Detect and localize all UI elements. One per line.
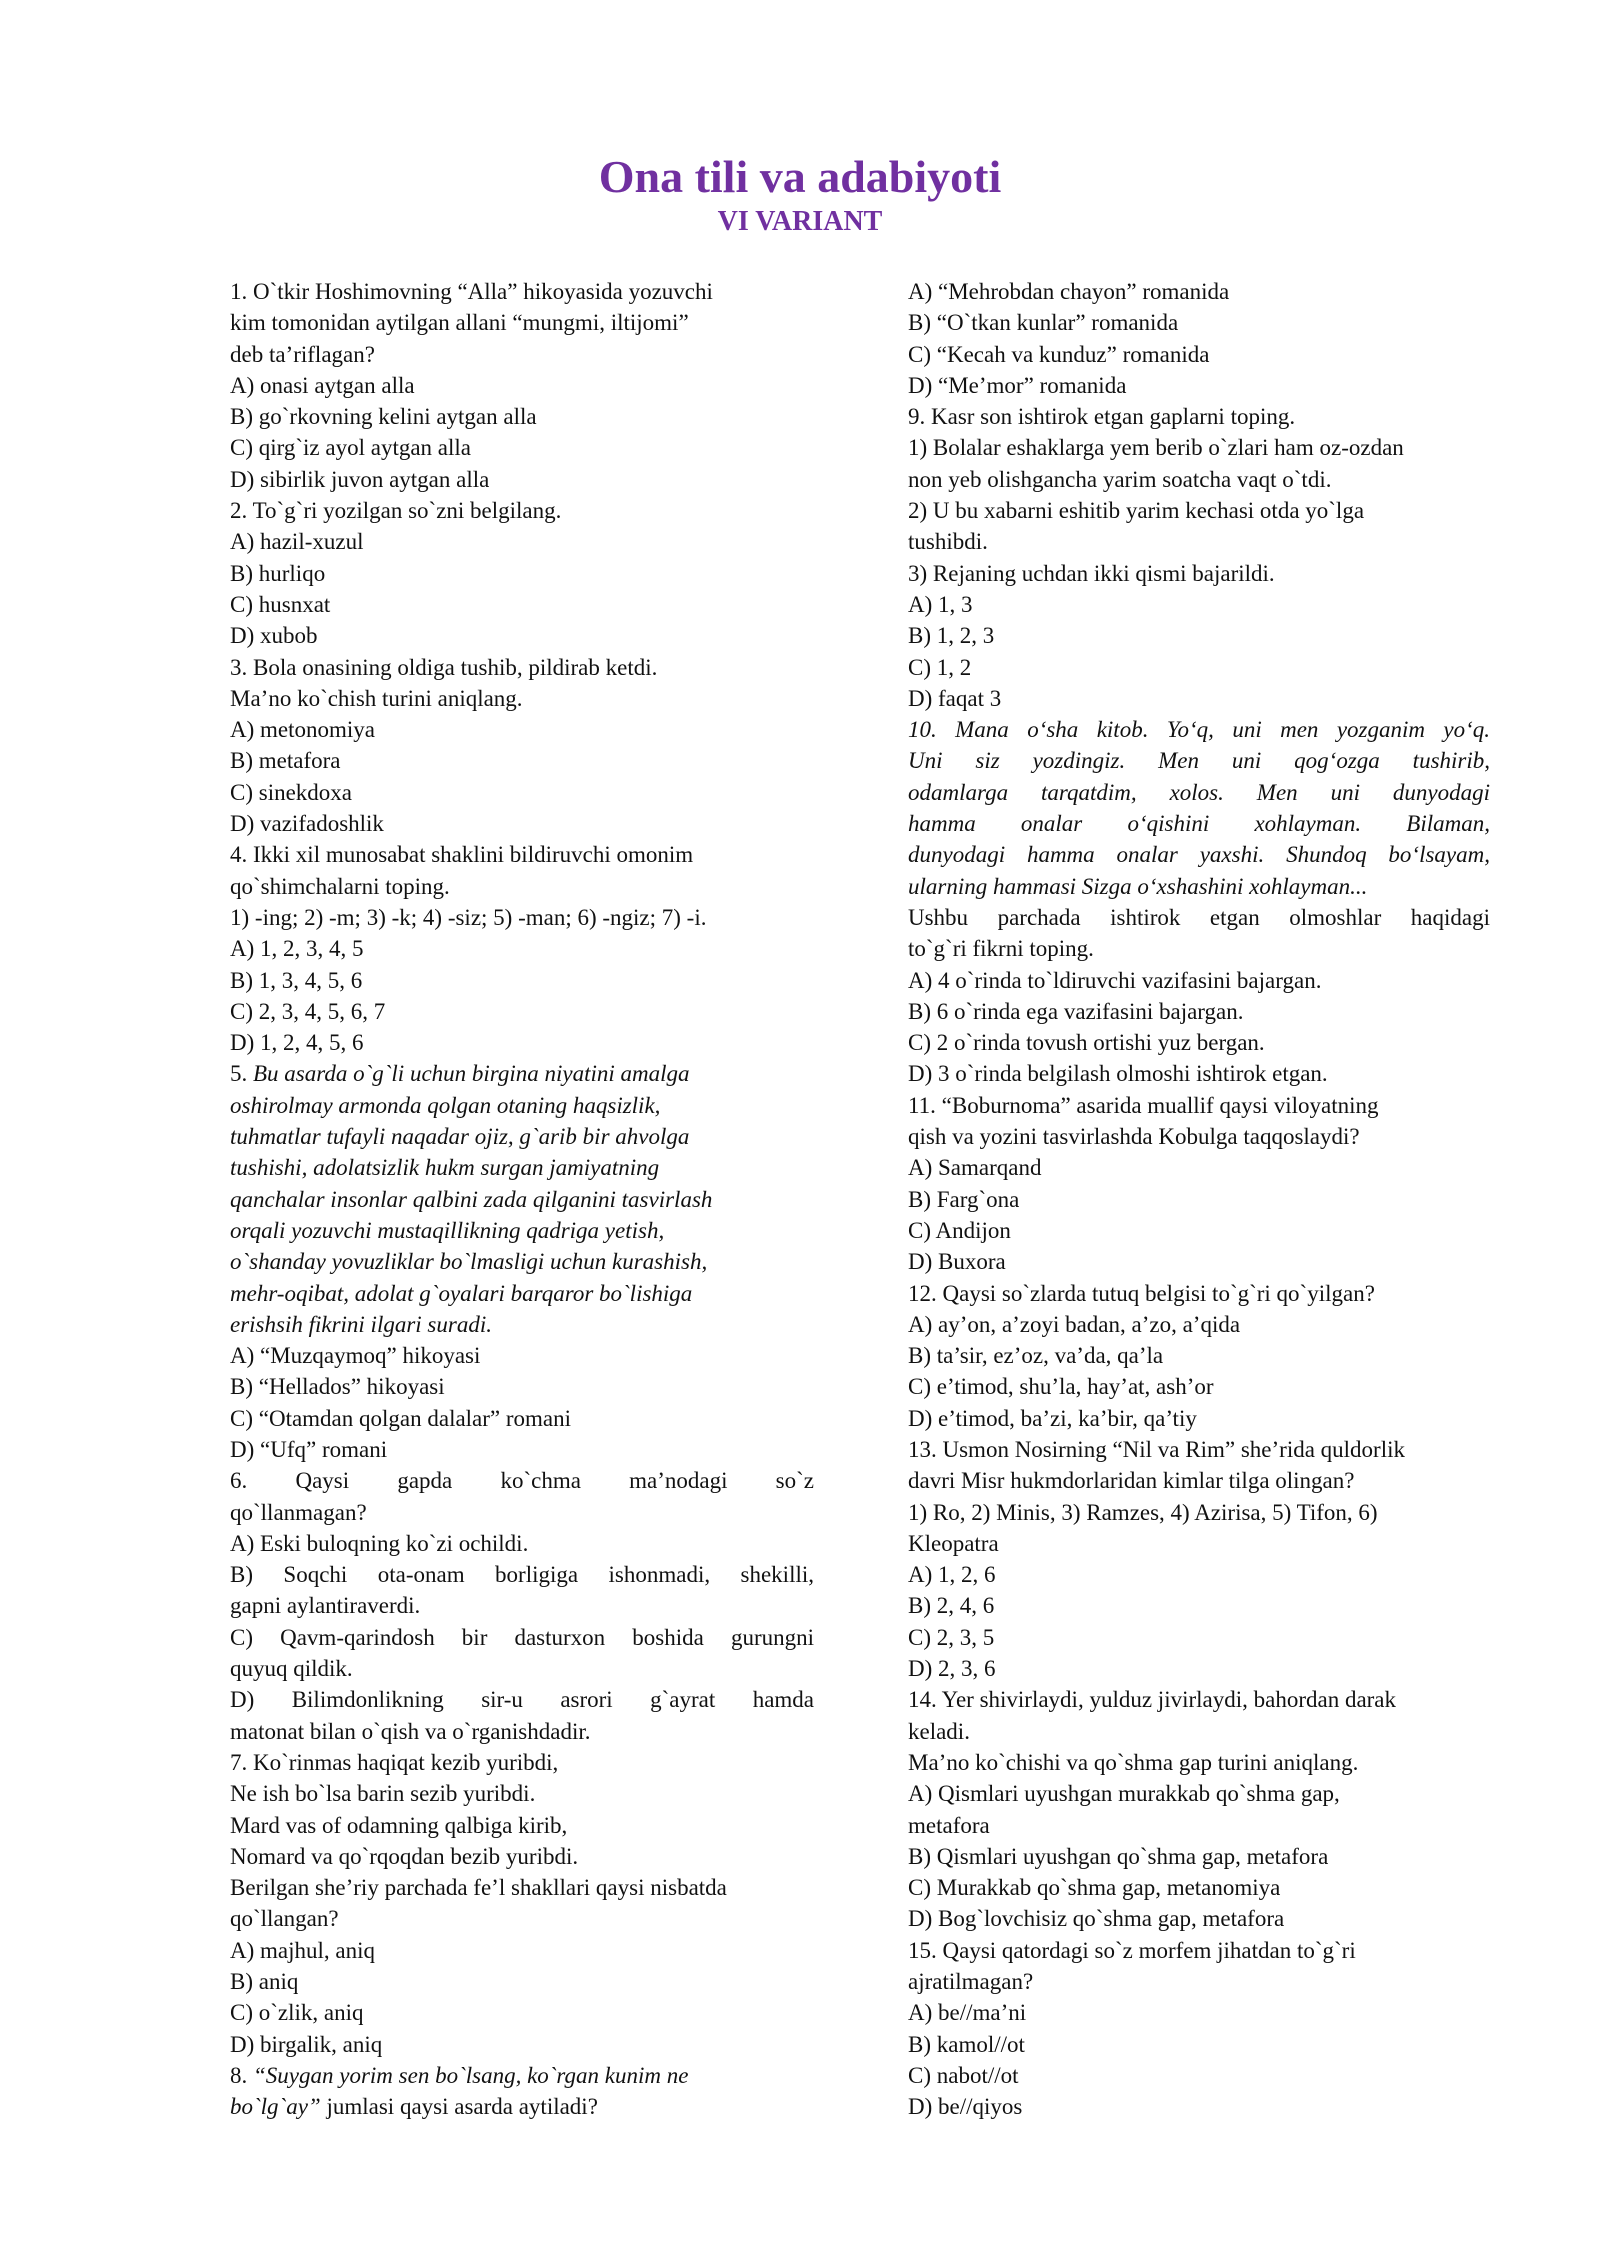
line-text: A) Samarqand: [908, 1155, 1042, 1181]
text-line: [230, 1465, 814, 1496]
text-line: [230, 1371, 814, 1402]
line-text: C) o`zlik, aniq: [230, 2000, 364, 2026]
line-text: D) faqat 3: [908, 685, 1002, 711]
text-line: [230, 1215, 814, 1246]
text-line: [908, 1935, 1490, 1966]
text-line: [908, 1841, 1490, 1872]
line-text: Mard vas of odamning qalbiga kirib,: [230, 1812, 568, 1838]
text-line: [908, 276, 1490, 307]
text-line: [908, 1121, 1490, 1152]
line-text: D) be//qiyos: [908, 2094, 1023, 2120]
line-text: D) vazifadoshlik: [230, 811, 384, 837]
line-italic-text: Bu asarda o`g`li uchun birgina niyatini amalga: [253, 1061, 690, 1087]
line-text: 1) -ing; 2) -m; 3) -k; 4) -siz; 5) -man; 6) -ngiz; 7) -i.: [230, 904, 707, 930]
text-line: [908, 1465, 1490, 1496]
line-text: 11. “Boburnoma” asarida muallif qaysi viloyatning: [908, 1092, 1379, 1118]
text-line: [230, 1559, 814, 1590]
text-line: [230, 1090, 814, 1121]
text-line: [230, 808, 814, 839]
text-line: [908, 1246, 1490, 1277]
text-line: [908, 558, 1490, 589]
line-text: davri Misr hukmdorlaridan kimlar tilga olingan?: [908, 1468, 1355, 1494]
line-text: 13. Usmon Nosirning “Nil va Rim” she’rida quldorlik: [908, 1436, 1405, 1462]
text-line: [230, 339, 814, 370]
text-line: [230, 1497, 814, 1528]
line-text: C) “Kecah va kunduz” romanida: [908, 341, 1210, 367]
text-line: [908, 1716, 1490, 1747]
line-text: Berilgan she’riy parchada fe’l shakllari qaysi nisbatda: [230, 1875, 727, 1901]
text-line: [230, 1027, 814, 1058]
line-text: A) “Mehrobdan chayon” romanida: [908, 279, 1230, 304]
line-text: orqali yozuvchi mustaqillikning qadriga yetish,: [230, 1217, 665, 1243]
line-text: B) aniq: [230, 1969, 299, 1995]
page-title: Ona tili va adabiyoti: [598, 151, 1002, 202]
line-text: B) Soqchi ota-onam borligiga ishonmadi, shekilli,: [230, 1562, 814, 1588]
line-text: matonat bilan o`qish va o`rganishdadir.: [230, 1718, 591, 1744]
text-line: [230, 965, 814, 996]
line-text: C) 2, 3, 5: [908, 1624, 995, 1650]
text-line: [230, 2091, 814, 2122]
line-text: A) onasi aytgan alla: [230, 372, 415, 398]
text-line: [230, 1684, 814, 1715]
line-text: qo`shimchalarni toping.: [230, 873, 450, 899]
line-text: D) Buxora: [908, 1249, 1006, 1275]
line-text: 6. Qaysi gapda ko`chma ma’nodagi so`z: [230, 1468, 814, 1494]
text-line: [908, 902, 1490, 933]
text-line: [908, 401, 1490, 432]
line-text: 12. Qaysi so`zlarda tutuq belgisi to`g`ri qo`yilgan?: [908, 1280, 1375, 1306]
line-text: tuhmatlar tufayli naqadar ojiz, g`arib bir ahvolga: [230, 1124, 690, 1150]
line-text: 4. Ikki xil munosabat shaklini bildiruvchi omonim: [230, 842, 694, 868]
line-text: non yeb olishgancha yarim soatcha vaqt o`tdi.: [908, 466, 1332, 492]
right-column: [908, 276, 1490, 2123]
text-line: [230, 432, 814, 463]
text-line: [908, 1027, 1490, 1058]
text-line: [230, 464, 814, 495]
text-line: [908, 1559, 1490, 1590]
text-line: [230, 2060, 814, 2091]
text-line: [908, 1497, 1490, 1528]
text-line: [908, 370, 1490, 401]
text-line: [230, 683, 814, 714]
line-text: qish va yozini tasvirlashda Kobulga taqqoslaydi?: [908, 1124, 1360, 1150]
line-text: C) qirg`iz ayol aytgan alla: [230, 435, 471, 461]
line-text: D) e’timod, ba’zi, ka’bir, qa’tiy: [908, 1405, 1197, 1431]
text-line: [908, 777, 1490, 808]
text-line: [908, 307, 1490, 338]
line-text: C) sinekdoxa: [230, 779, 353, 805]
text-line: [230, 1935, 814, 1966]
line-text: keladi.: [908, 1718, 970, 1744]
line-text: B) “Hellados” hikoyasi: [230, 1374, 445, 1400]
text-line: [230, 902, 814, 933]
line-italic-text: “Suygan yorim sen bo`lsang, ko`rgan kunim ne: [253, 2062, 689, 2088]
text-line: [230, 1997, 814, 2028]
text-line: [230, 1058, 814, 1089]
line-text: tushibdi.: [908, 529, 988, 555]
text-line: [230, 1278, 814, 1309]
line-text: C) husnxat: [230, 591, 331, 617]
text-line: [230, 1966, 814, 1997]
line-text: C) Andijon: [908, 1217, 1011, 1243]
line-text: B) Qismlari uyushgan qo`shma gap, metafora: [908, 1843, 1329, 1869]
line-text: 15. Qaysi qatordagi so`z morfem jihatdan to`g`ri: [908, 1937, 1356, 1963]
text-line: [908, 620, 1490, 651]
line-text: A) 4 o`rinda to`ldiruvchi vazifasini bajargan.: [908, 967, 1322, 993]
line-text: B) 1, 3, 4, 5, 6: [230, 967, 363, 993]
line-text: D) sibirlik juvon aytgan alla: [230, 466, 490, 492]
text-line: [230, 996, 814, 1027]
text-line: [230, 307, 814, 338]
text-line: [230, 1309, 814, 1340]
line-text: A) Eski buloqning ko`zi ochildi.: [230, 1530, 529, 1556]
text-line: [230, 558, 814, 589]
text-line: [230, 1121, 814, 1152]
text-line: [908, 1371, 1490, 1402]
line-text: A) 1, 2, 6: [908, 1562, 996, 1588]
text-line: [908, 1747, 1490, 1778]
text-line: [230, 1778, 814, 1809]
text-line: [230, 1340, 814, 1371]
line-text: dunyodagi hamma onalar yaxshi. Shundoq bo‘lsayam,: [908, 842, 1490, 868]
line-text: hamma onalar o‘qishini xohlayman. Bilaman,: [908, 811, 1490, 837]
line-italic-text: bo`lg`ay”: [230, 2094, 321, 2120]
line-text: Ma’no ko`chish turini aniqlang.: [230, 685, 523, 711]
line-text: C) 1, 2: [908, 654, 972, 680]
line-text: D) 1, 2, 4, 5, 6: [230, 1030, 364, 1056]
text-line: [908, 652, 1490, 683]
line-text: qo`llangan?: [230, 1906, 339, 1932]
line-text: kim tomonidan aytilgan allani “mungmi, iltijomi”: [230, 310, 689, 336]
line-text: erishsih fikrini ilgari suradi.: [230, 1311, 492, 1337]
left-column: [230, 276, 814, 2123]
line-text: D) birgalik, aniq: [230, 2031, 383, 2057]
line-text: A) ay’on, a’zoyi badan, a’zo, a’qida: [908, 1311, 1241, 1337]
text-line: [908, 1403, 1490, 1434]
line-text: o`shanday yovuzliklar bo`lmasligi uchun kurashish,: [230, 1249, 708, 1275]
line-text: D) Bilimdonlikning sir-u asrori g`ayrat hamda: [230, 1687, 814, 1713]
text-line: [230, 839, 814, 870]
text-line: [908, 1184, 1490, 1215]
line-text: Kleopatra: [908, 1530, 999, 1556]
line-text: A) Qismlari uyushgan murakkab qo`shma gap,: [908, 1781, 1340, 1807]
text-line: [908, 1653, 1490, 1684]
text-line: [908, 589, 1490, 620]
line-text: 14. Yer shivirlaydi, yulduz jivirlaydi, bahordan darak: [908, 1687, 1397, 1713]
line-text: D) “Ufq” romani: [230, 1436, 388, 1462]
line-text: A) “Muzqaymoq” hikoyasi: [230, 1343, 481, 1369]
text-line: [230, 777, 814, 808]
text-line: [230, 1528, 814, 1559]
line-text: B) “O`tkan kunlar” romanida: [908, 310, 1179, 336]
line-text: D) “Me’mor” romanida: [908, 372, 1127, 398]
line-text: B) hurliqo: [230, 560, 326, 586]
line-text: C) nabot//ot: [908, 2062, 1019, 2088]
text-line: [230, 1622, 814, 1653]
text-line: [908, 933, 1490, 964]
line-text: B) go`rkovning kelini aytgan alla: [230, 404, 537, 430]
line-text: B) ta’sir, ez’oz, va’da, qa’la: [908, 1343, 1164, 1369]
line-text: 7. Ko`rinmas haqiqat kezib yuribdi,: [230, 1749, 559, 1775]
text-line: [908, 1278, 1490, 1309]
line-text: B) Farg`ona: [908, 1186, 1020, 1212]
text-line: [908, 1090, 1490, 1121]
text-line: [908, 495, 1490, 526]
line-text: B) kamol//ot: [908, 2031, 1025, 2057]
text-line: [908, 745, 1490, 776]
line-text: 1) Bolalar eshaklarga yem berib o`zlari ham oz-ozdan: [908, 435, 1404, 461]
line-text: 2) U bu xabarni eshitib yarim kechasi otda yo`lga: [908, 498, 1365, 524]
text-line: [230, 652, 814, 683]
text-line: [908, 1966, 1490, 1997]
text-line: [230, 1403, 814, 1434]
line-text: A) 1, 3: [908, 591, 973, 617]
line-text: 3) Rejaning uchdan ikki qismi bajarildi.: [908, 560, 1275, 586]
text-line: [230, 1184, 814, 1215]
line-text: to`g`ri fikrni toping.: [908, 936, 1094, 962]
line-text: D) Bog`lovchisiz qo`shma gap, metafora: [908, 1906, 1285, 1932]
text-line: [230, 1434, 814, 1465]
line-text: C) “Otamdan qolgan dalalar” romani: [230, 1405, 572, 1431]
line-tail-text: jumlasi qaysi asarda aytiladi?: [320, 2094, 598, 2120]
text-line: [230, 1810, 814, 1841]
line-text: ajratilmagan?: [908, 1969, 1034, 1995]
text-line: [230, 1653, 814, 1684]
line-text: C) 2 o`rinda tovush ortishi yuz bergan.: [908, 1030, 1265, 1056]
line-text: 5.: [230, 1061, 253, 1087]
text-line: [230, 589, 814, 620]
line-text: Ne ish bo`lsa barin sezib yuribdi.: [230, 1781, 536, 1807]
line-text: qanchalar insonlar qalbini zada qilganini tasvirlash: [230, 1186, 713, 1212]
text-line: [230, 370, 814, 401]
line-text: B) 6 o`rinda ega vazifasini bajargan.: [908, 998, 1244, 1024]
line-text: 3. Bola onasining oldiga tushib, pildirab ketdi.: [230, 654, 658, 680]
line-text: B) metafora: [230, 748, 341, 774]
text-line: [230, 933, 814, 964]
text-line: [908, 2029, 1490, 2060]
line-text: A) 1, 2, 3, 4, 5: [230, 936, 364, 962]
line-text: D) 2, 3, 6: [908, 1656, 996, 1682]
line-text: C) e’timod, shu’la, hay’at, ash’or: [908, 1374, 1214, 1400]
line-text: gapni aylantiraverdi.: [230, 1593, 421, 1619]
text-line: [908, 1778, 1490, 1809]
text-line: [908, 1997, 1490, 2028]
text-line: [230, 1246, 814, 1277]
line-text: tushishi, adolatsizlik hukm surgan jamiyatning: [230, 1155, 660, 1181]
text-line: [230, 1152, 814, 1183]
line-text: A) hazil-xuzul: [230, 529, 364, 555]
line-text: quyuq qildik.: [230, 1656, 353, 1682]
text-line: [908, 1309, 1490, 1340]
text-line: [230, 714, 814, 745]
text-line: [230, 276, 814, 307]
line-text: ularning hammasi Sizga o‘xshashini xohlayman...: [908, 873, 1368, 899]
line-text: A) be//ma’ni: [908, 2000, 1027, 2026]
line-text: A) majhul, aniq: [230, 1937, 375, 1963]
line-text: 1) Ro, 2) Minis, 3) Ramzes, 4) Azirisa, 5) Tifon, 6): [908, 1499, 1378, 1525]
text-line: [230, 2029, 814, 2060]
text-line: [908, 339, 1490, 370]
text-line: [908, 1340, 1490, 1371]
line-text: 8.: [230, 2062, 253, 2088]
line-text: D) xubob: [230, 623, 318, 649]
text-line: [230, 1841, 814, 1872]
line-text: metafora: [908, 1812, 990, 1838]
line-text: Ma’no ko`chishi va qo`shma gap turini aniqlang.: [908, 1749, 1359, 1775]
text-line: [230, 495, 814, 526]
text-line: [230, 1872, 814, 1903]
text-line: [908, 1528, 1490, 1559]
line-text: B) 1, 2, 3: [908, 623, 995, 649]
text-line: [908, 871, 1490, 902]
line-text: D) 3 o`rinda belgilash olmoshi ishtirok etgan.: [908, 1061, 1328, 1087]
line-text: C) Murakkab qo`shma gap, metanomiya: [908, 1875, 1281, 1901]
text-line: [908, 1590, 1490, 1621]
line-text: oshirolmay armonda qolgan otaning haqsizlik,: [230, 1092, 661, 1118]
line-text: mehr-oqibat, adolat g`oyalari barqaror bo`lishiga: [230, 1280, 693, 1306]
text-line: [230, 1747, 814, 1778]
text-line: [230, 745, 814, 776]
text-line: [230, 620, 814, 651]
line-text: 9. Kasr son ishtirok etgan gaplarni toping.: [908, 404, 1296, 430]
text-line: [908, 2060, 1490, 2091]
text-line: [908, 1810, 1490, 1841]
text-line: [230, 401, 814, 432]
line-text: Nomard va qo`rqoqdan bezib yuribdi.: [230, 1843, 579, 1869]
text-line: [908, 1434, 1490, 1465]
text-line: [908, 1058, 1490, 1089]
text-line: [230, 526, 814, 557]
line-text: qo`llanmagan?: [230, 1499, 367, 1525]
text-line: [230, 1903, 814, 1934]
text-line: [908, 965, 1490, 996]
line-text: C) Qavm-qarindosh bir dasturxon boshida gurungni: [230, 1624, 814, 1650]
page-header: [0, 150, 1600, 240]
line-text: deb ta’riflagan?: [230, 341, 375, 367]
text-line: [908, 839, 1490, 870]
text-line: [908, 1903, 1490, 1934]
text-line: [908, 1215, 1490, 1246]
text-line: [908, 683, 1490, 714]
line-text: Uni siz yozdingiz. Men uni qog‘ozga tushirib,: [908, 748, 1490, 774]
text-line: [908, 1152, 1490, 1183]
line-text: 10. Mana o‘sha kitob. Yo‘q, uni men yozganim yo‘q.: [908, 717, 1490, 743]
text-line: [230, 1716, 814, 1747]
text-line: [230, 1590, 814, 1621]
line-text: B) 2, 4, 6: [908, 1593, 995, 1619]
line-text: Ushbu parchada ishtirok etgan olmoshlar haqidagi: [908, 904, 1490, 930]
text-line: [908, 464, 1490, 495]
text-line: [908, 1872, 1490, 1903]
text-line: [230, 871, 814, 902]
text-line: [908, 432, 1490, 463]
text-line: [908, 2091, 1490, 2122]
variant-subtitle: VI VARIANT: [717, 206, 883, 237]
text-line: [908, 996, 1490, 1027]
text-line: [908, 526, 1490, 557]
text-line: [908, 1622, 1490, 1653]
line-text: odamlarga tarqatdim, xolos. Men uni dunyodagi: [908, 779, 1490, 805]
line-text: C) 2, 3, 4, 5, 6, 7: [230, 998, 386, 1024]
text-line: [908, 808, 1490, 839]
text-line: [908, 714, 1490, 745]
line-text: 2. To`g`ri yozilgan so`zni belgilang.: [230, 498, 562, 524]
text-line: [908, 1684, 1490, 1715]
line-text: A) metonomiya: [230, 717, 375, 743]
line-text: 1. O`tkir Hoshimovning “Alla” hikoyasida yozuvchi: [230, 279, 713, 304]
